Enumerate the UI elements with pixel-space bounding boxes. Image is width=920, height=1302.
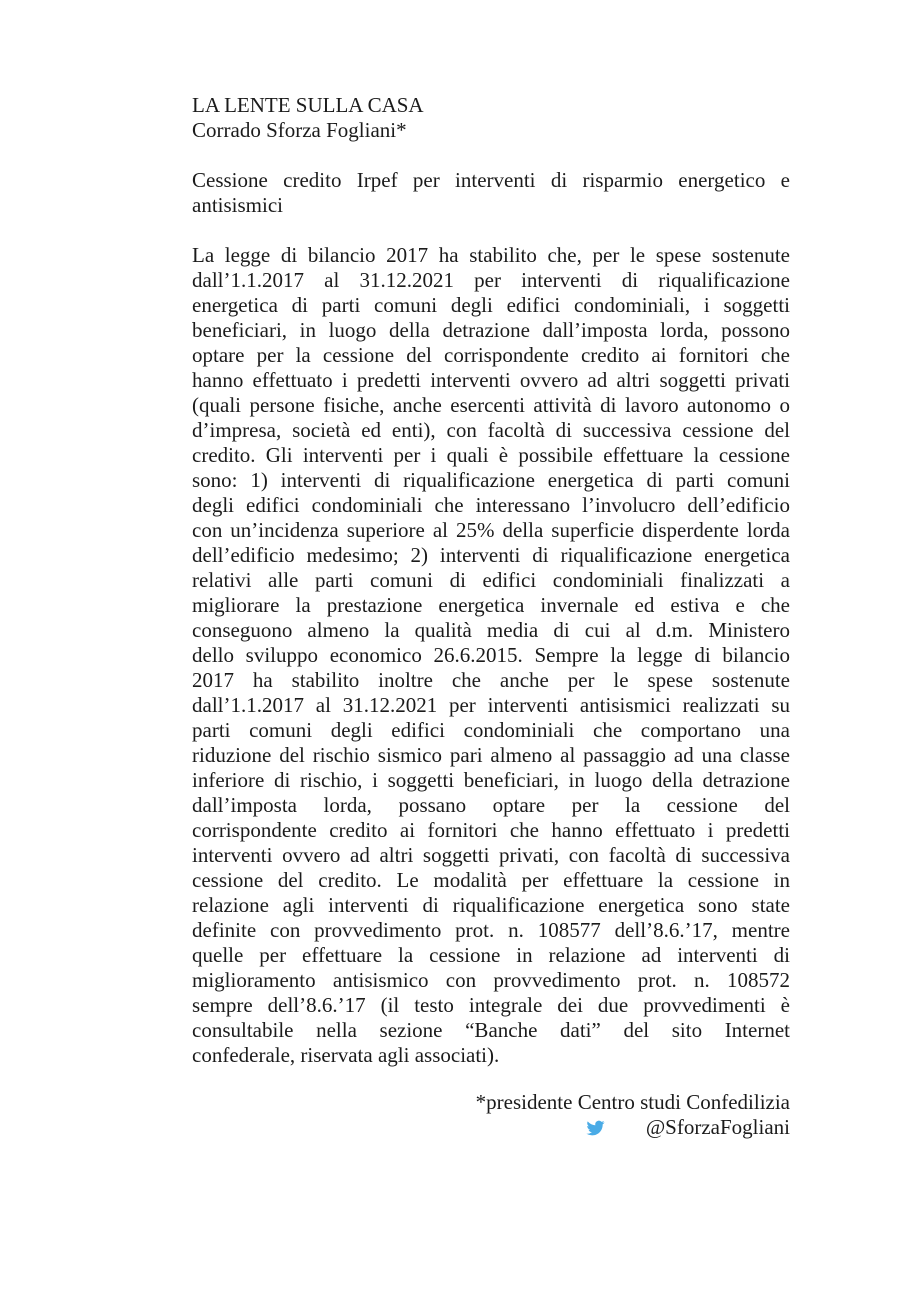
text-line: hanno effettuato i predetti interventi ovvero ad altri soggetti privati	[192, 368, 790, 392]
blank-line	[192, 218, 790, 243]
text-line: dall’1.1.2017 al 31.12.2021 per interventi antisismici realizzati su	[192, 693, 790, 717]
document-footer	[192, 1090, 790, 1140]
text-line: corrispondente credito ai fornitori che hanno effettuato i predetti	[192, 818, 790, 842]
document-subtitle	[192, 168, 790, 218]
text-line: dell’edificio medesimo; 2) interventi di riqualificazione energetica	[192, 543, 790, 567]
text-line: cessione del credito. Le modalità per effettuare la cessione in	[192, 868, 790, 892]
text-line: 2017 ha stabilito inoltre che anche per le spese sostenute	[192, 668, 790, 692]
text-line: dello sviluppo economico 26.6.2015. Sempre la legge di bilancio	[192, 643, 790, 667]
text-line: beneficiari, in luogo della detrazione dall’imposta lorda, possono	[192, 318, 790, 342]
text-line: optare per la cessione del corrispondente credito ai fornitori che	[192, 343, 790, 367]
text-line: inferiore di rischio, i soggetti beneficiari, in luogo della detrazione	[192, 768, 790, 792]
text-line: riduzione del rischio sismico pari almeno al passaggio ad una classe	[192, 743, 790, 767]
twitter-bird-path	[586, 1120, 604, 1135]
text-line: (quali persone fisiche, anche esercenti attività di lavoro autonomo o	[192, 393, 790, 417]
signature-line: *presidente Centro studi Confedilizia	[475, 1090, 790, 1114]
text-line: La legge di bilancio 2017 ha stabilito che, per le spese sostenute	[192, 243, 790, 267]
text-line: parti comuni degli edifici condominiali che comportano una	[192, 718, 790, 742]
twitter-handle: @SforzaFogliani	[645, 1115, 790, 1139]
text-line: interventi ovvero ad altri soggetti privati, con facoltà di successiva	[192, 843, 790, 867]
text-line: antisismici	[192, 193, 283, 217]
text-line: quelle per effettuare la cessione in relazione ad interventi di	[192, 943, 790, 967]
document-body-paragraph	[192, 243, 790, 1068]
text-line: miglioramento antisismico con provvedimento prot. n. 108572	[192, 968, 790, 992]
document-header	[192, 93, 790, 143]
twitter-line	[192, 1115, 790, 1140]
text-line: confederale, riservata agli associati).	[192, 1043, 500, 1067]
text-line: migliorare la prestazione energetica invernale ed estiva e che	[192, 593, 790, 617]
text-line: definite con provvedimento prot. n. 108577 dell’8.6.’17, mentre	[192, 918, 790, 942]
author-line: Corrado Sforza Fogliani*	[192, 118, 407, 142]
text-line: sono: 1) interventi di riqualificazione energetica di parti comuni	[192, 468, 790, 492]
text-line: energetica di parti comuni degli edifici condominiali, i soggetti	[192, 293, 790, 317]
text-line: degli edifici condominiali che interessano l’involucro dell’edificio	[192, 493, 790, 517]
text-line: sempre dell’8.6.’17 (il testo integrale dei due provvedimenti è	[192, 993, 790, 1017]
text-line: relativi alle parti comuni di edifici condominiali finalizzati a	[192, 568, 790, 592]
text-line: dall’imposta lorda, possano optare per la cessione del	[192, 793, 790, 817]
text-line: relazione agli interventi di riqualificazione energetica sono state	[192, 893, 790, 917]
text-line: conseguono almeno la qualità media di cui al d.m. Ministero	[192, 618, 790, 642]
page-title: LA LENTE SULLA CASA	[192, 93, 424, 117]
twitter-bird-icon	[585, 1119, 606, 1137]
text-line: consultabile nella sezione “Banche dati” del sito Internet	[192, 1018, 790, 1042]
text-line: d’impresa, società ed enti), con facoltà di successiva cessione del	[192, 418, 790, 442]
blank-line	[192, 143, 790, 168]
text-line: con un’incidenza superiore al 25% della superficie disperdente lorda	[192, 518, 790, 542]
text-line: Cessione credito Irpef per interventi di risparmio energetico e	[192, 168, 790, 192]
text-line: dall’1.1.2017 al 31.12.2021 per interventi di riqualificazione	[192, 268, 790, 292]
text-line: credito. Gli interventi per i quali è possibile effettuare la cessione	[192, 443, 790, 467]
